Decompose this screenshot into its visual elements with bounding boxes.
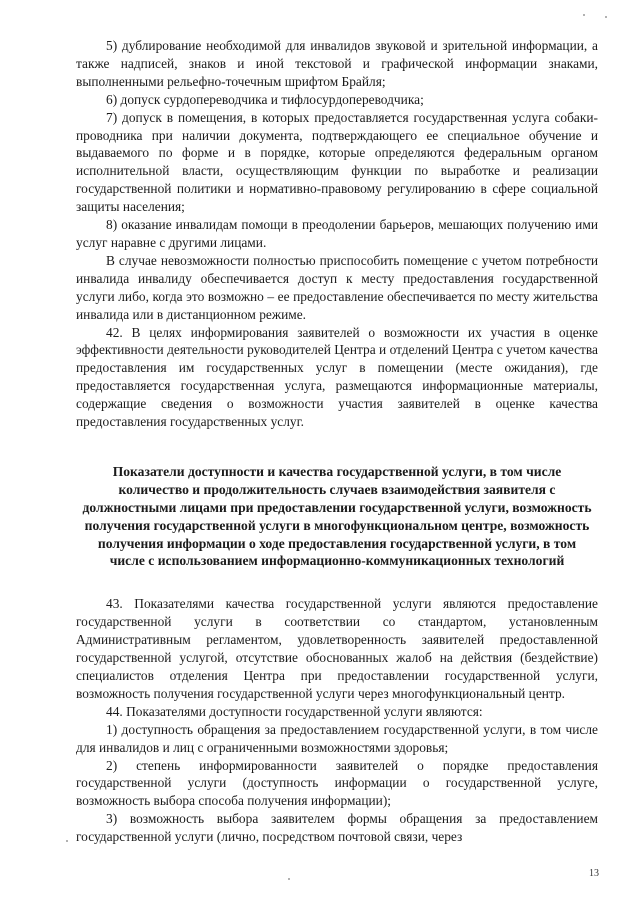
paragraph-44-item-1: 1) доступность обращения за предоставлением государственной услуги, в том числе для инвалидов и лиц с ограниченными возможностями здоровья;	[76, 721, 598, 755]
scan-speck	[583, 14, 585, 16]
paragraph-44: 44. Показателями доступности государственной услуги являются:	[106, 703, 483, 719]
paragraph-42: 42. В целях информирования заявителей о возможности их участия в оценке эффективности деятельности руководителей Центра и отделений Центра с учетом качества предоставления им государственных услуг в помещении (месте ожидания), где предоставляется государственная услуга, размещаются информационные материалы, содержащие сведения о возможности участия заявителей в оценке качества предоставления государственных услуг.	[76, 324, 598, 430]
paragraph-43: 43. Показателями качества государственной услуги являются предоставление государственной услуги в соответствии со стандартом, установленным Административным регламентом, удовлетворенность заявителей предоставленной государственной услугой, отсутствие обоснованных жалоб на действия (бездействие) специалистов отделения Центра при предоставлении государственной услуги, возможность получения государственной услуги через многофункциональный центр.	[76, 596, 598, 701]
paragraph-44-item-3: 3) возможность выбора заявителем формы обращения за предоставлением государственной услуги (лично, посредством почтовой связи, через	[76, 811, 598, 845]
scan-speck	[288, 878, 290, 880]
paragraph-item-5: 5) дублирование необходимой для инвалидов звуковой и зрительной информации, а также надписей, знаков и иной текстовой и графической информации знаками, выполненными рельефно-точечным шрифтом Брайля;	[76, 38, 598, 89]
paragraph-44-item-2: 2) степень информированности заявителей о порядке предоставления государственной услуги (доступность информации о государственной услуге, возможность выбора способа получения информации);	[76, 757, 598, 809]
document-body	[76, 37, 598, 846]
paragraph-accessibility-fallback: В случае невозможности полностью приспособить помещение с учетом потребности инвалида инвалиду обеспечивается доступ к месту предоставления государственной услуги либо, когда это возможно – ее предоставление обеспечивается по месту жительства инвалида или в дистанционном режиме.	[76, 252, 598, 322]
paragraph-item-8: 8) оказание инвалидам помощи в преодолении барьеров, мешающих получению ими услуг наравне с другими лицами.	[76, 217, 598, 250]
paragraph-item-7: 7) допуск в помещения, в которых предоставляется государственная услуга собаки-проводника при наличии документа, подтверждающего ее специальное обучение и выдаваемого по форме и в порядке, которые определяются федеральным органом исполнительной власти, осуществляющим функции по выработке и реализации государственной политики и нормативно-правовому регулированию в сфере социальной защиты населения;	[76, 109, 598, 215]
paragraph-item-6: 6) допуск сурдопереводчика и тифлосурдопереводчика;	[106, 91, 424, 107]
scan-speck	[605, 16, 607, 18]
page-number: 13	[589, 868, 599, 879]
scan-speck	[66, 840, 68, 842]
section-heading: Показатели доступности и качества государственной услуги, в том числе количество и продолжительность случаев взаимодействия заявителя с должностными лицами при предоставлении государственной услуги, возможность получения государственной услуги в многофункциональном центре, возможность получения информации о ходе предоставления государственной услуги, в том числе с использованием информационно-коммуникационных технологий	[82, 463, 592, 569]
